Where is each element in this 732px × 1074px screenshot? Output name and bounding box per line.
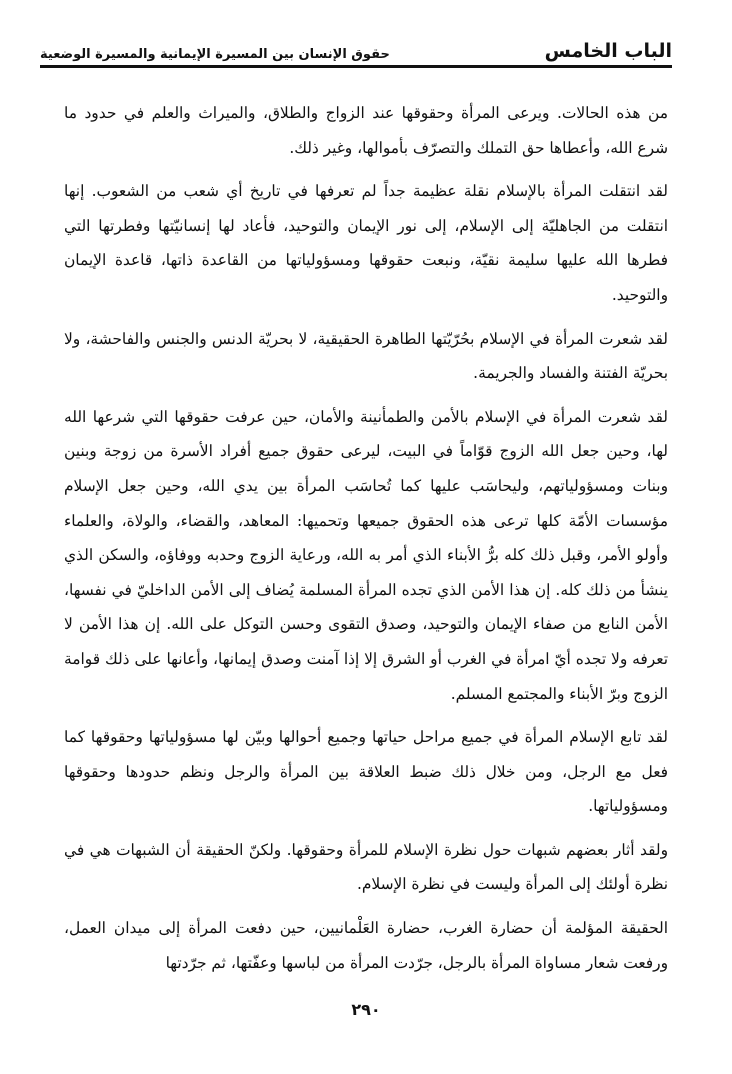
- paragraph: من هذه الحالات. ويرعى المرأة وحقوقها عند الزواج والطلاق، والميراث والعلم في حدود ما شرع الله، وأعطاها حق التملك والتصرّف بأموالها، وغير ذلك.: [64, 104, 668, 157]
- page-number: ٢٩٠: [351, 1000, 381, 1019]
- paragraph: لقد تابع الإسلام المرأة في جميع مراحل حياتها وجميع أحوالها وبيّن لها مسؤولياتها وحقوقها كما فعل مع الرجل، ومن خلال ذلك ضبط العلاقة بين المرأة والرجل ونظم حدودها وحقوقها ومسؤولياتها.: [64, 728, 668, 816]
- paragraph: الحقيقة المؤلمة أن حضارة الغرب، حضارة العَلْمانيين، حين دفعت المرأة إلى ميدان العمل، ورفعت شعار مساواة المرأة بالرجل، جرّدت المرأة من لباسها وعفّتها، ثم جرّدتها: [64, 919, 668, 972]
- paragraph: لقد شعرت المرأة في الإسلام بالأمن والطمأنينة والأمان، حين عرفت حقوقها التي شرعها الله لها، وحين جعل الله الزوج قوّاماً في البيت، ليرعى حقوق جميع أفراد الأسرة من زوجة وبنين وبنات ومسؤولياتهم، وليحاسَب عليها كما تُحاسَب المرأة بين يدي الله، وحين جعل الإسلام مؤسسات الأمّة كلها ترعى هذه الحقوق جميعها وتحميها: المعاهد، والقضاء، والولاة، والعلماء وأولو الأمر، وقبل ذلك كله برُّ الأبناء الذي أمر به الله، ورعاية الزوج وحدبه ووفاؤه، والسكن الذي ينشأ من ذلك كله. إن هذا الأمن الذي تجده المرأة المسلمة يُضاف إلى الأمن الداخليّ في نفسها، الأمن النابع من صفاء الإيمان والتوحيد، وصدق التقوى وحسن التوكل على الله. إن هذا الأمن لا تعرفه ولا تجده أيّ امرأة في الغرب أو الشرق إلا إذا آمنت وصدق إيمانها، وأعانها على ذلك قوامة الزوج وبرّ الأبناء والمجتمع المسلم.: [64, 407, 668, 703]
- paragraph: لقد شعرت المرأة في الإسلام بحُرّيّتها الطاهرة الحقيقية، لا بحريّة الدنس والجنس والفاحشة، ولا بحريّة الفتنة والفساد والجريمة.: [64, 329, 668, 383]
- page-header: [40, 34, 672, 68]
- paragraph: لقد انتقلت المرأة بالإسلام نقلة عظيمة جداً لم تعرفها في تاريخ أي شعب من الشعوب. إنها انتقلت من الجاهليّة إلى الإسلام، إلى نور الإيمان والتوحيد، فأعاد لها إنسانيّتها وفطرتها التي فطرها الله عليها سليمة نقيّة، ونبعت حقوقها ومسؤولياتها من القاعدة ذاتها، قاعدة الإيمان والتوحيد.: [64, 182, 668, 304]
- paragraph: ولقد أثار بعضهم شبهات حول نظرة الإسلام للمرأة وحقوقها. ولكنّ الحقيقة أن الشبهات هي في نظرة أولئك إلى المرأة وليست في نظرة الإسلام.: [64, 840, 668, 894]
- body-text: [64, 96, 668, 980]
- chapter-title: الباب الخامس: [544, 40, 672, 62]
- running-title: حقوق الإنسان بين المسيرة الإيمانية والمسيرة الوضعية: [40, 47, 390, 62]
